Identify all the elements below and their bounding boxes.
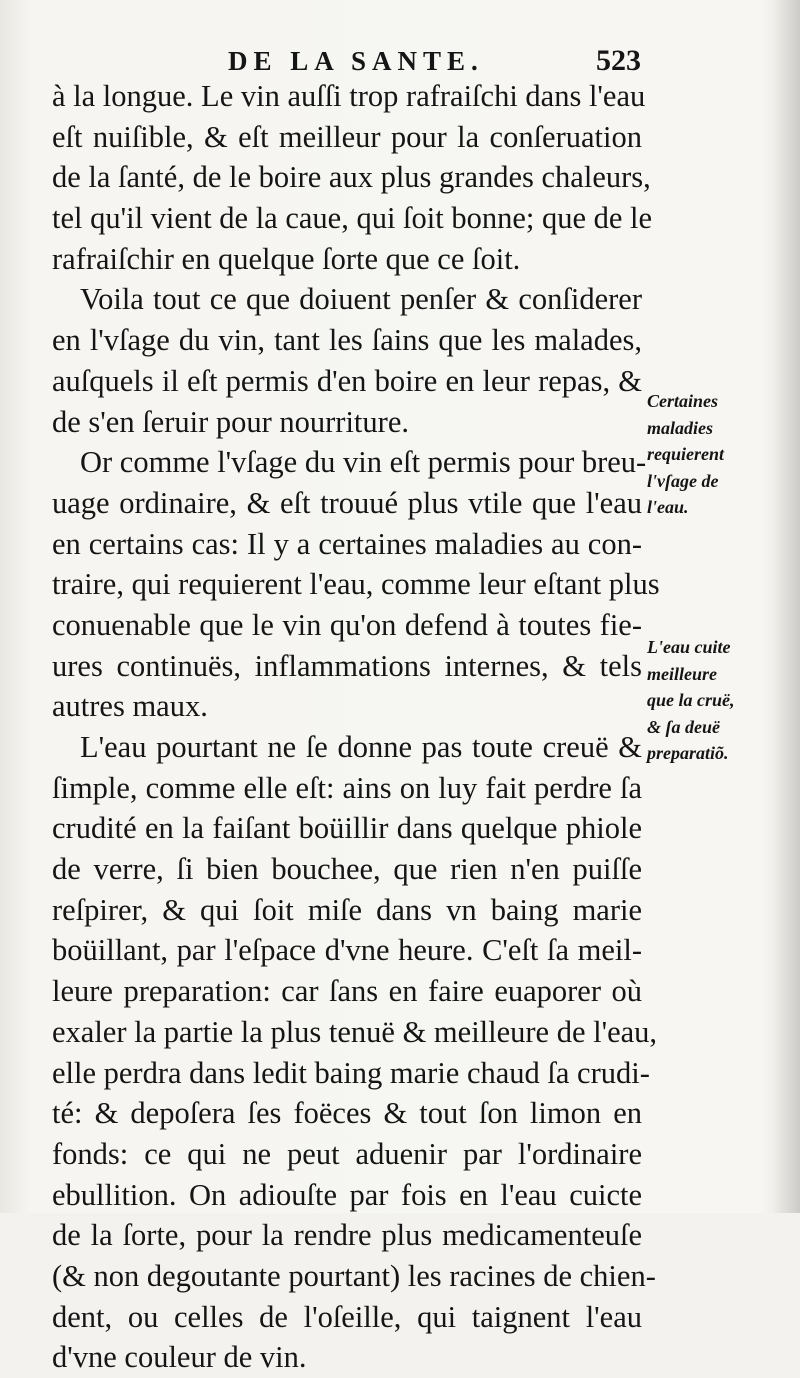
text-line: (& non degoutante pourtant) les racines de chien- — [52, 1258, 656, 1293]
marginal-note-line: Certaines — [647, 391, 719, 411]
text-line: ebullition. On adiouſte par fois en l'eau cuicte — [52, 1177, 642, 1212]
marginal-note-line: L'eau cuite — [647, 637, 731, 657]
marginal-note-line: preparatiõ. — [647, 743, 729, 763]
body-text — [52, 76, 660, 1378]
text-line: crudité en la faiſant boüillir dans quelque phiole — [52, 811, 642, 846]
text-line: Or comme l'vſage du vin eſt permis pour breu- — [80, 445, 647, 480]
text-line: Voila tout ce que doiuent penſer & conſiderer — [80, 282, 642, 317]
page-number: 523 — [596, 44, 641, 77]
marginal-note — [647, 634, 767, 767]
marginal-note-line: maladies — [647, 417, 713, 438]
marginal-note-line: requierent — [647, 444, 725, 464]
text-line: dent, ou celles de l'oſeille, qui taignent l'eau — [52, 1299, 642, 1334]
text-line: rafraiſchir en quelque ſorte que ce ſoit. — [52, 241, 521, 276]
text-line: té: & depoſera ſes foëces & tout ſon limon en — [52, 1096, 642, 1131]
text-line: en l'vſage du vin, tant les ſains que les malades, — [52, 323, 642, 358]
text-line: à la longue. Le vin auſſi trop rafraiſchi dans l'eau — [52, 79, 646, 113]
marginal-note-line: que la cruë, — [647, 690, 735, 710]
page-edge-shadow — [772, 0, 800, 1213]
text-line: ſimple, comme elle eſt: ains on luy fait perdre ſa — [52, 770, 642, 805]
marginal-note-line: meilleure — [647, 663, 717, 684]
text-line: boüillant, par l'eſpace d'vne heure. C'eſt ſa meil- — [52, 933, 642, 968]
marginal-note-line: l'eau. — [647, 497, 689, 517]
text-line: ures continuës, inflammations internes, & tels — [52, 648, 642, 683]
marginal-note-line: l'vſage de — [647, 470, 719, 491]
text-line: uage ordinaire, & eſt trouué plus vtile que l'eau — [52, 485, 642, 520]
text-line: eſt nuiſible, & eſt meilleur pour la conſeruation — [52, 119, 642, 154]
text-line: exaler la partie la plus tenuë & meilleure de l'eau, — [52, 1014, 658, 1049]
text-line: de la ſanté, de le boire aux plus grandes chaleurs, — [52, 160, 651, 195]
marginal-note — [647, 388, 767, 521]
text-line: en certains cas: Il y a certaines maladies au con- — [52, 526, 642, 561]
text-line: L'eau pourtant ne ſe donne pas toute creuë & — [80, 730, 642, 764]
text-line: auſquels il eſt permis d'en boire en leur repas, & — [52, 363, 642, 398]
text-line: de verre, ſi bien bouchee, que rien n'en puiſſe — [52, 852, 642, 887]
text-line: fonds: ce qui ne peut aduenir par l'ordinaire — [52, 1136, 642, 1171]
text-line: traire, qui requierent l'eau, comme leur eſtant plus — [52, 567, 660, 602]
text-line: leure preparation: car ſans en faire euaporer où — [52, 974, 642, 1009]
text-line: reſpirer, & qui ſoit miſe dans vn baing marie — [52, 892, 642, 927]
text-line: conuenable que le vin qu'on defend à toutes fie- — [52, 607, 642, 642]
text-line: de s'en ſeruir pour nourriture. — [52, 404, 409, 439]
running-head: DE LA SANTE. — [228, 46, 484, 76]
text-line: de la ſorte, pour la rendre plus medicamenteuſe — [52, 1218, 642, 1253]
text-line: tel qu'il vient de la caue, qui ſoit bonne; que de le — [52, 201, 653, 236]
text-line: elle perdra dans ledit baing marie chaud ſa crudi- — [52, 1055, 650, 1090]
text-line: autres maux. — [52, 689, 208, 724]
marginal-note-line: & ſa deuë — [647, 716, 720, 737]
text-line: d'vne couleur de vin. — [52, 1340, 307, 1375]
